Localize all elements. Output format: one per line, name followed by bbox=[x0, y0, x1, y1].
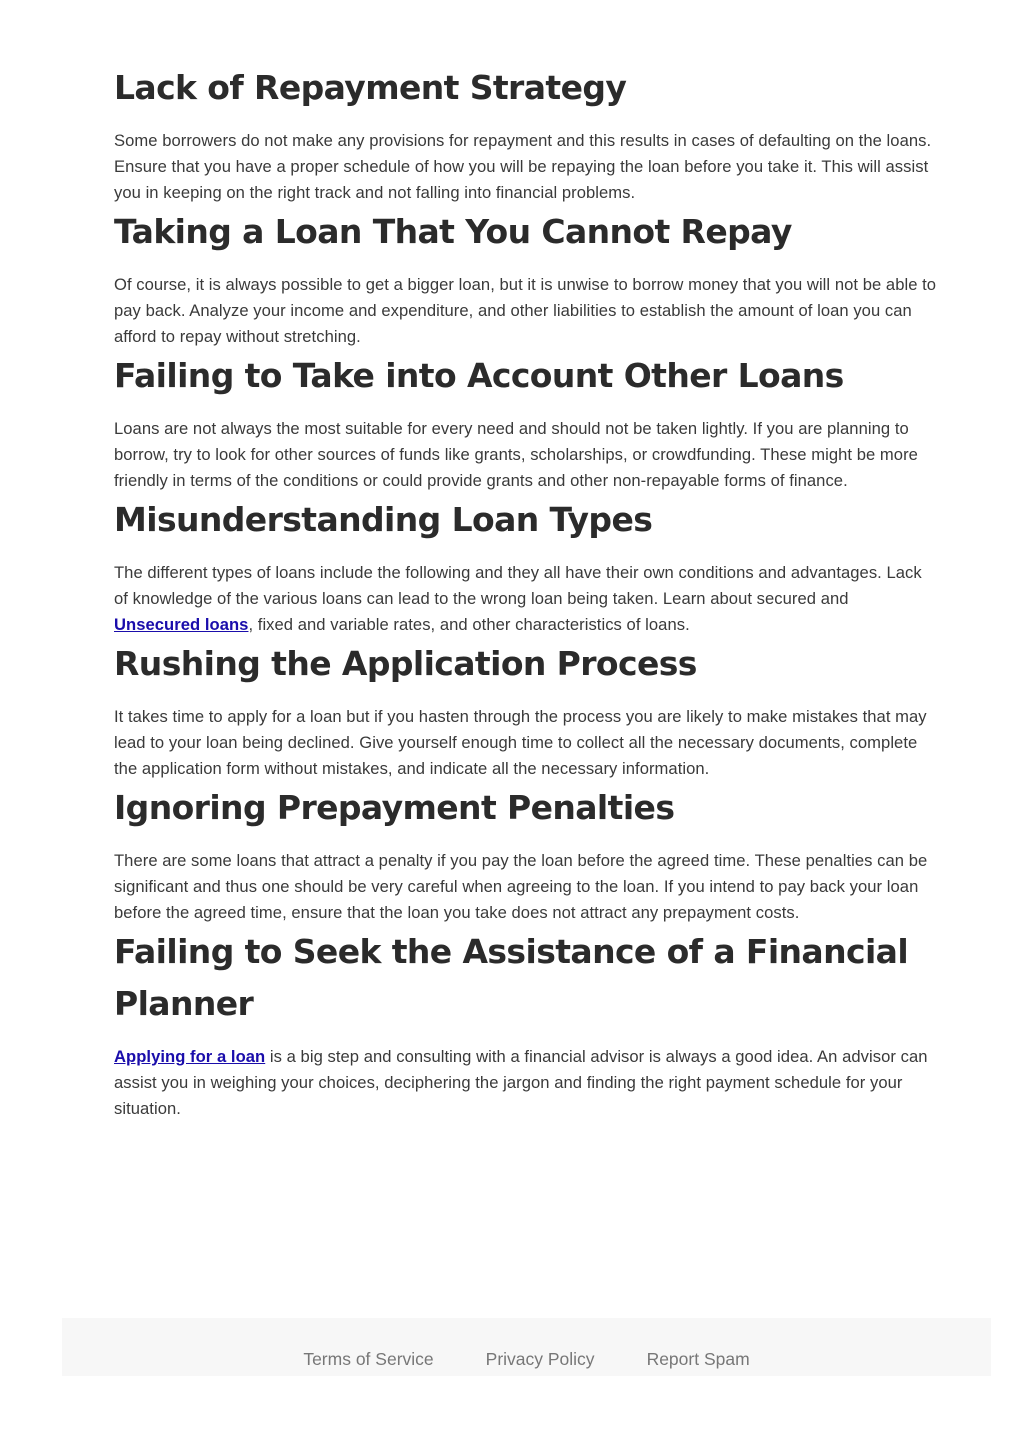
section-paragraph: There are some loans that attract a penalty if you pay the loan before the agreed time. These penalties can be significant and thus one should be very careful when agreeing to the loan. If you intend to pay back your loan before the agreed time, ensure that the loan you take does not attract any prepayment costs. bbox=[114, 851, 928, 922]
section-heading: Taking a Loan That You Cannot Repay bbox=[114, 212, 792, 251]
section-paragraph bbox=[114, 1044, 938, 1122]
section-rushing-application bbox=[114, 638, 938, 782]
paragraph-text: is a big step and consulting with a financial advisor is always a good idea. An advisor can assist you in weighing your choices, deciphering the jargon and finding the right payment schedule for your situation. bbox=[114, 1047, 928, 1118]
section-paragraph: Some borrowers do not make any provisions for repayment and this results in cases of defaulting on the loans. Ensure that you have a proper schedule of how you will be repaying the loan before you take it. This will assist you in keeping on the right track and not falling into financial problems. bbox=[114, 131, 932, 202]
applying-for-a-loan-link[interactable]: Applying for a loan bbox=[114, 1047, 266, 1066]
report-spam-link[interactable]: Report Spam bbox=[646, 1349, 750, 1369]
section-prepayment-penalties bbox=[114, 782, 938, 926]
unsecured-loans-link[interactable]: Unsecured loans bbox=[114, 615, 249, 634]
section-financial-planner bbox=[114, 926, 938, 1122]
paragraph-text: The different types of loans include the following and they all have their own conditions and advantages. Lack of knowledge of the various loans can lead to the wrong loan being taken. Learn about secured and bbox=[114, 563, 922, 608]
section-heading: Misunderstanding Loan Types bbox=[114, 500, 653, 539]
section-taking-unrepayable-loan bbox=[114, 206, 938, 350]
privacy-policy-link[interactable]: Privacy Policy bbox=[485, 1349, 595, 1369]
section-heading: Rushing the Application Process bbox=[114, 644, 697, 683]
section-paragraph: It takes time to apply for a loan but if you hasten through the process you are likely to make mistakes that may lead to your loan being declined. Give yourself enough time to collect all the necessary documents, complete the application form without mistakes, and indicate all the necessary information. bbox=[114, 707, 927, 778]
section-heading: Ignoring Prepayment Penalties bbox=[114, 788, 675, 827]
section-loan-types bbox=[114, 494, 938, 638]
section-heading: Failing to Seek the Assistance of a Financial Planner bbox=[114, 932, 909, 1023]
terms-of-service-link[interactable]: Terms of Service bbox=[303, 1349, 434, 1369]
paragraph-text: , fixed and variable rates, and other characteristics of loans. bbox=[248, 615, 690, 634]
article bbox=[114, 62, 938, 1122]
section-paragraph bbox=[114, 560, 938, 638]
section-paragraph: Loans are not always the most suitable for every need and should not be taken lightly. If you are planning to borrow, try to look for other sources of funds like grants, scholarships, or crowdfunding. These might be more friendly in terms of the conditions or could provide grants and other non-repayable forms of finance. bbox=[114, 419, 918, 490]
page-footer bbox=[62, 1318, 991, 1376]
section-other-loans bbox=[114, 350, 938, 494]
section-heading: Lack of Repayment Strategy bbox=[114, 68, 627, 107]
section-paragraph: Of course, it is always possible to get a bigger loan, but it is unwise to borrow money that you will not be able to pay back. Analyze your income and expenditure, and other liabilities to establish the amount of loan you can afford to repay without stretching. bbox=[114, 275, 937, 346]
section-lack-of-repayment-strategy bbox=[114, 62, 938, 206]
section-heading: Failing to Take into Account Other Loans bbox=[114, 356, 844, 395]
